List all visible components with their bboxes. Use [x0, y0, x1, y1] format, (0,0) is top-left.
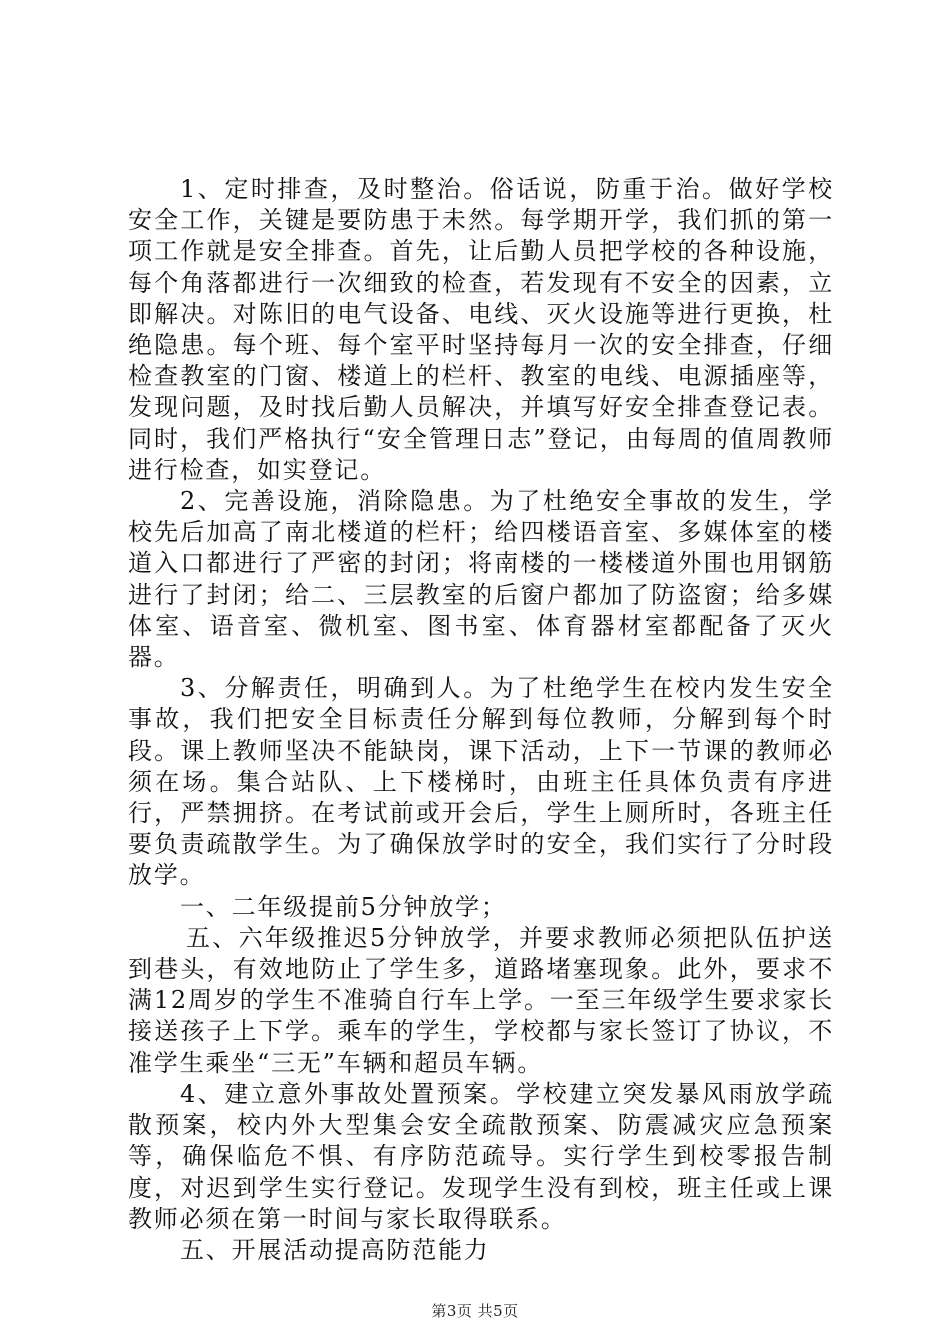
page-footer: 第3页 共5页	[431, 1302, 519, 1320]
paragraph-grade-5-6: 五、六年级推迟5分钟放学，并要求教师必须把队伍护送到巷头，有效地防止了学生多，道路堵塞现象。此外，要求不满12周岁的学生不准骑自行车上学。一至三年级学生要求家长接送孩子上下学。乘车的学生，学校都与家长签订了协议，不准学生乘坐“三无”车辆和超员车辆。	[128, 923, 834, 1077]
paragraph-4: 4、建立意外事故处置预案。学校建立突发暴风雨放学疏散预案，校内外大型集会安全疏散预案、防震减灾应急预案等，确保临危不惧、有序防范疏导。实行学生到校零报告制度，对迟到学生实行登记。发现学生没有到校，班主任或上课教师必须在第一时间与家长取得联系。	[128, 1079, 834, 1233]
paragraph-3: 3、分解责任，明确到人。为了杜绝学生在校内发生安全事故，我们把安全目标责任分解到每位教师，分解到每个时段。课上教师坚决不能缺岗，课下活动，上下一节课的教师必须在场。集合站队、上下楼梯时，由班主任具体负责有序进行，严禁拥挤。在考试前或开会后，学生上厕所时，各班主任要负责疏散学生。为了确保放学时的安全，我们实行了分时段放学。	[128, 674, 834, 890]
paragraph-2: 2、完善设施，消除隐患。为了杜绝安全事故的发生，学校先后加高了南北楼道的栏杆；给四楼语音室、多媒体室的楼道入口都进行了严密的封闭；将南楼的一楼楼道外围也用钢筋进行了封闭；给二、三层教室的后窗户都加了防盗窗；给多媒体室、语音室、微机室、图书室、体育器材室都配备了灭火器。	[128, 487, 834, 672]
paragraph-1: 1、定时排查，及时整治。俗话说，防重于治。做好学校安全工作，关键是要防患于未然。每学期开学，我们抓的第一项工作就是安全排查。首先，让后勤人员把学校的各种设施，每个角落都进行一次细致的检查，若发现有不安全的因素，立即解决。对陈旧的电气设备、电线、灭火设施等进行更换，杜绝隐患。每个班、每个室平时坚持每月一次的安全排查，仔细检查教室的门窗、楼道上的栏杆、教室的电线、电源插座等，发现问题，及时找后勤人员解决，并填写好安全排查登记表。同时，我们严格执行“安全管理日志”登记，由每周的值周教师进行检查，如实登记。	[128, 175, 834, 484]
paragraph-grade-1-2: 一、二年级提前5分钟放学；	[180, 892, 507, 921]
section-heading-5: 五、开展活动提高防范能力	[180, 1235, 490, 1264]
document-body	[128, 174, 834, 1266]
